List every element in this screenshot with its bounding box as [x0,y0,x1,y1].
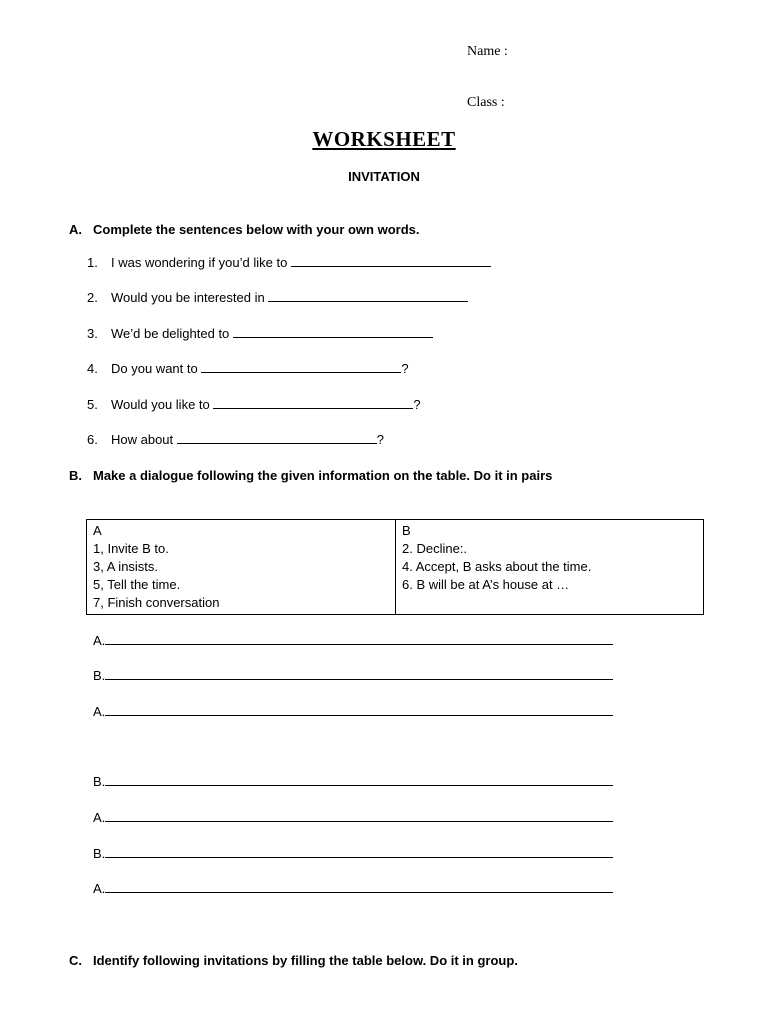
table-col-a-line: 3, A insists. [93,559,159,574]
item-prompt: Would you like to [111,397,214,412]
item-prompt: Do you want to [111,361,202,376]
list-item [87,432,384,447]
item-end: ? [376,432,384,447]
section-c-letter: C. [69,953,82,968]
dialogue-info-table [86,519,704,615]
table-col-a-line: 7, Finish conversation [93,595,220,610]
section-a-letter: A. [69,222,82,237]
list-item [87,255,491,270]
dialogue-speaker: A. [93,810,106,825]
item-number: 2. [87,290,98,305]
worksheet-title: WORKSHEET [312,127,456,151]
table-cell-b [396,520,704,615]
item-number: 1. [87,255,98,270]
dialogue-speaker: B. [93,774,106,789]
worksheet-subtitle: INVITATION [348,169,420,184]
section-b-heading [69,468,552,483]
dialogue-line[interactable] [93,774,613,789]
dialogue-blank[interactable] [105,847,613,858]
dialogue-blank[interactable] [105,882,613,893]
answer-blank[interactable] [177,433,377,444]
table-col-a-line: 1, Invite B to. [93,541,169,556]
dialogue-blank[interactable] [105,775,613,786]
section-c-instruction: Identify following invitations by filling the table below. Do it in group. [93,953,518,968]
table-col-b-header: B [402,523,411,538]
name-label: Name : [467,44,508,59]
table-cell-a [87,520,396,615]
item-prompt: I was wondering if you’d like to [111,255,291,270]
answer-blank[interactable] [233,327,433,338]
section-a-heading [69,222,420,237]
answer-blank[interactable] [268,291,468,302]
item-prompt: We’d be delighted to [111,326,233,341]
item-number: 5. [87,397,98,412]
dialogue-speaker: A. [93,704,106,719]
table-col-b-line: 4. Accept, B asks about the time. [402,559,592,574]
item-end: ? [401,361,409,376]
section-b-letter: B. [69,468,82,483]
dialogue-blank[interactable] [105,634,613,645]
item-number: 6. [87,432,98,447]
section-a-instruction: Complete the sentences below with your own words. [93,222,420,237]
answer-blank[interactable] [291,256,491,267]
list-item [87,290,468,305]
dialogue-blank[interactable] [105,669,613,680]
dialogue-line[interactable] [93,810,613,825]
answer-blank[interactable] [201,362,401,373]
dialogue-line[interactable] [93,881,613,896]
table-col-a-header: A [93,523,102,538]
dialogue-speaker: A. [93,881,106,896]
item-number: 3. [87,326,98,341]
table-col-a-line: 5, Tell the time. [93,577,181,592]
dialogue-line[interactable] [93,668,613,683]
class-label: Class : [467,95,505,110]
table-col-b-line: 6. B will be at A’s house at … [402,577,570,592]
section-b-instruction: Make a dialogue following the given information on the table. Do it in pairs [93,468,553,483]
list-item [87,397,421,412]
dialogue-line[interactable] [93,633,613,648]
item-number: 4. [87,361,98,376]
dialogue-line[interactable] [93,846,613,861]
dialogue-line[interactable] [93,704,613,719]
item-end: ? [413,397,421,412]
item-prompt: Would you be interested in [111,290,269,305]
table-col-b-line: 2. Decline:. [402,541,468,556]
dialogue-blank[interactable] [105,705,613,716]
answer-blank[interactable] [213,398,413,409]
dialogue-speaker: B. [93,668,106,683]
section-c-heading [69,953,518,968]
dialogue-speaker: A. [93,633,106,648]
dialogue-blank[interactable] [105,811,613,822]
list-item [87,326,433,341]
item-prompt: How about [111,432,177,447]
dialogue-speaker: B. [93,846,106,861]
list-item [87,361,409,376]
